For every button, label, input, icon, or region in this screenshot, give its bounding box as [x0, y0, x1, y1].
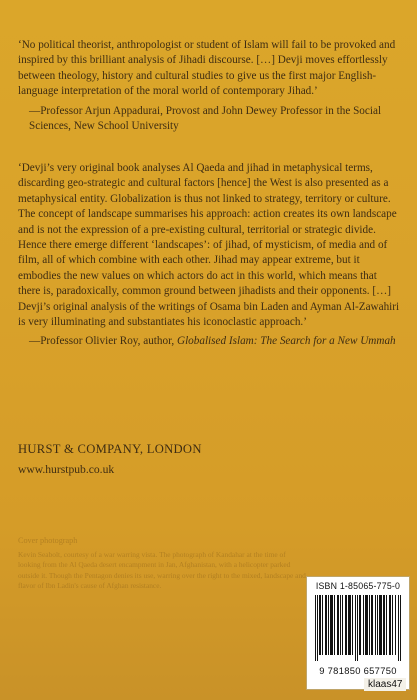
barcode-number: 9 781850 657750 [319, 665, 397, 676]
publisher-url: www.hurstpub.co.uk [18, 463, 115, 476]
credit-heading: Cover photograph [18, 536, 78, 545]
cover-photo-credit [18, 536, 308, 592]
publisher-name: HURST & COMPANY, LONDON [18, 442, 202, 456]
isbn-label: ISBN 1-85065-775-0 [315, 581, 401, 591]
quote-attribution [18, 334, 400, 349]
quote-text: ‘Devji’s very original book analyses Al Qaeda and jihad in metaphysical terms, discarding geo-strategic and cultural factors [hence] the West is also presented as a metaphysical entity. Globalization is thus not linked to strategy, territory or culture. The concept of landscape summarises his approach: action creates its own landscape and is not the expression of a pre-existing cultural, territorial or strategic divide. Hence there emerge different ‘landscapes’: of jihad, of mysticism, of media and of film, all of which combine with each other. Jihad may appear extreme, but it embodies the new values on which actors do act in this world, which means that there is, paradoxically, common ground between jihadists and their opponents. […] Devji’s original analysis of the writings of Osama bin Laden and Ayman Al-Zawahiri is very illuminating and substantiates his iconoclastic approach.’ [18, 162, 400, 329]
barcode-icon [315, 595, 401, 661]
review-quote-roy [18, 161, 400, 350]
barcode-panel [306, 576, 410, 690]
attribution-prefix: —Professor Olivier Roy, author, [29, 335, 177, 348]
book-title: Globalised Islam: The Search for a New Ummah [176, 335, 396, 348]
quote-text: ‘No political theorist, anthropologist or student of Islam will fail to be provoked and inspired by this brilliant analysis of Jihadi discourse. […] Devji moves effortlessly between theology, history and cultural studies to give us the first major English-language interpretation of the moral world of contemporary Jihad.’ [18, 39, 396, 98]
watermark-label: klaas47 [364, 678, 406, 691]
review-quote-appadurai [18, 38, 400, 134]
credit-text: Kevin Seabolt, courtesy of a war warring vista. The photograph of Kandahar at the time of looking from the Al Qaeda desert encampment in Jan, Afghanistan, with a helicopter parked outside it. Though the Pentagon denies its use, warring over the right to the mixed, landscape and flavor of Ibn Ladin's cause of Afghan resistance. [18, 549, 306, 591]
quote-attribution: —Professor Arjun Appadurai, Provost and John Dewey Professor in the Social Sciences, New School University [29, 104, 382, 133]
